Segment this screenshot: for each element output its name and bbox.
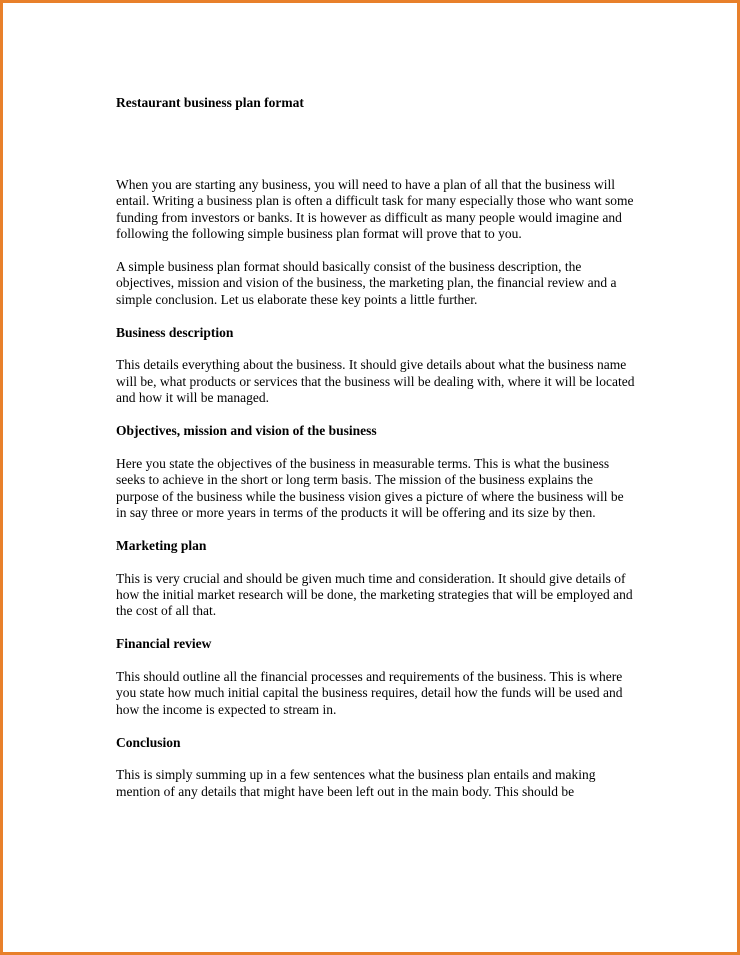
section-body-business-description: This details everything about the business. It should give details about what the business name will be, what products or services that the business will be dealing with, where it will be located and how it will be managed. [116, 357, 635, 406]
document-title: Restaurant business plan format [116, 95, 304, 110]
section-body-marketing-plan: This is very crucial and should be given much time and consideration. It should give details of how the initial market research will be done, the marketing strategies that will be employed and the cost of all that. [116, 570, 633, 619]
section-body-objectives: Here you state the objectives of the business in measurable terms. This is what the business seeks to achieve in the short or long term basis. The mission of the business explains the purpose of the business while the business vision gives a picture of where the business will be in say three or more years in terms of the products it will be offering and its size by then. [116, 455, 624, 521]
section-heading-financial-review: Financial review [116, 636, 212, 652]
section-heading-business-description: Business description [116, 324, 234, 340]
section-heading-marketing-plan: Marketing plan [116, 537, 207, 553]
intro-paragraph-1: When you are starting any business, you will need to have a plan of all that the business will entail. Writing a business plan is often a difficult task for many especially those who want some funding from investors or banks. It is however as difficult as many people would imagine and following the following simple business plan format will prove that to you. [116, 177, 634, 242]
section-body-financial-review: This should outline all the financial processes and requirements of the business. This is where you state how much initial capital the business requires, detail how the funds will be used and how the income is expected to stream in. [116, 669, 623, 717]
section-body-conclusion: This is simply summing up in a few sentences what the business plan entails and making mention of any details that might have been left out in the main body. This should be [116, 767, 596, 799]
document-body [116, 177, 636, 817]
section-heading-conclusion: Conclusion [116, 734, 181, 750]
section-heading-objectives: Objectives, mission and vision of the business [116, 423, 377, 439]
intro-paragraph-2: A simple business plan format should basically consist of the business description, the objectives, mission and vision of the business, the marketing plan, the financial review and a simple conclusion. Let us elaborate these key points a little further. [116, 259, 617, 307]
